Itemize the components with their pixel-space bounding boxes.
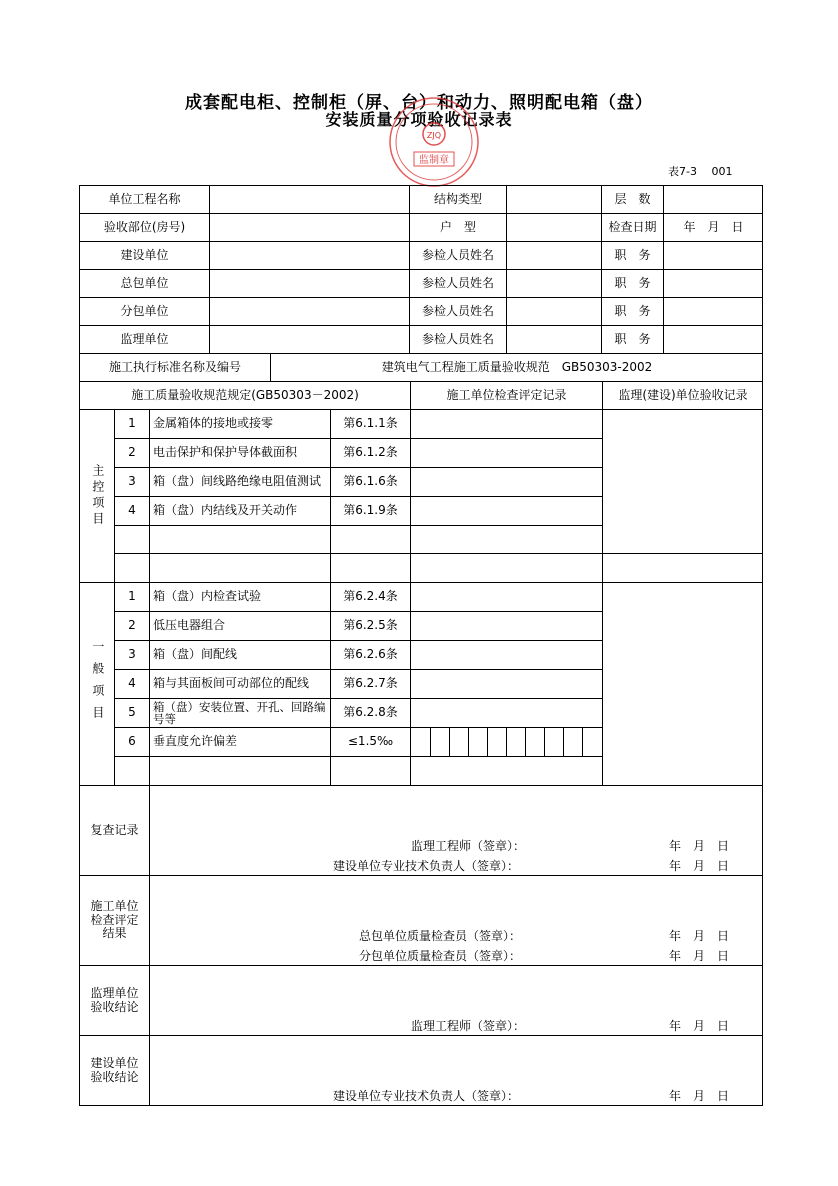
label-general-contractor: 总包单位 [79, 269, 209, 297]
field-position[interactable] [663, 241, 763, 269]
main-item-check[interactable] [410, 409, 602, 438]
header-spec: 施工质量验收规范规定(GB50303－2002) [79, 381, 410, 409]
general-item-clause-empty[interactable] [330, 756, 410, 785]
main-item-clause: 第6.1.6条 [330, 467, 410, 496]
review-label [79, 785, 149, 875]
general-item-no: 5 [114, 698, 149, 727]
sig-supervising-engineer: 监理工程师（签章）： [411, 1019, 526, 1033]
measure-cell[interactable] [410, 727, 430, 756]
main-item-clause: 第6.1.2条 [330, 438, 410, 467]
general-item-name: 垂直度允许偏差 [149, 727, 330, 756]
form-title: 成套配电柜、控制柜（屏、台）和动力、照明配电箱（盘） [185, 93, 653, 113]
header-contractor-check: 施工单位检查评定记录 [410, 381, 602, 409]
sig-date: 年 月 日 [669, 839, 730, 853]
measure-cell[interactable] [563, 727, 582, 756]
main-item-no-empty [114, 553, 149, 582]
main-item-no-empty [114, 525, 149, 553]
field-position[interactable] [663, 297, 763, 325]
label-position: 职 务 [601, 325, 663, 353]
label-position: 职 务 [601, 297, 663, 325]
owner-conclusion-label [79, 1035, 149, 1106]
main-item-name: 电击保护和保护导体截面积 [149, 438, 330, 467]
measure-cell[interactable] [544, 727, 563, 756]
main-item-name: 箱（盘）间线路绝缘电阻值测试 [149, 467, 330, 496]
label-house-type: 户 型 [409, 213, 506, 241]
field-inspector[interactable] [506, 325, 601, 353]
main-item-no: 1 [114, 409, 149, 438]
contractor-result-label-text: 施工单位检查评定结果 [90, 898, 139, 941]
svg-text:监制章: 监制章 [419, 155, 449, 166]
label-supervision-unit: 监理单位 [79, 325, 209, 353]
field-construction-unit[interactable] [209, 241, 409, 269]
general-item-no: 3 [114, 640, 149, 669]
main-items-label [79, 409, 114, 582]
general-item-check-empty[interactable] [410, 756, 602, 785]
main-item-name-empty[interactable] [149, 525, 330, 553]
main-items-supervisor-record[interactable] [602, 409, 763, 553]
field-inspector[interactable] [506, 297, 601, 325]
measure-cell[interactable] [449, 727, 468, 756]
field-structure-type[interactable] [506, 185, 601, 213]
main-item-check[interactable] [410, 496, 602, 525]
main-item-clause: 第6.1.9条 [330, 496, 410, 525]
general-item-clause: ≤1.5‰ [330, 727, 410, 756]
sig-date: 年 月 日 [669, 929, 730, 943]
field-general-contractor[interactable] [209, 269, 409, 297]
label-position: 职 务 [601, 241, 663, 269]
general-item-check[interactable] [410, 698, 602, 727]
label-inspector: 参检人员姓名 [409, 325, 506, 353]
measure-cell[interactable] [487, 727, 506, 756]
sig-owner-tech-lead: 建设单位专业技术负责人（签章）： [333, 1089, 520, 1103]
label-floors: 层 数 [601, 185, 663, 213]
main-item-clause-empty[interactable] [330, 553, 410, 582]
label-inspector: 参检人员姓名 [409, 241, 506, 269]
sig-sub-quality-inspector: 分包单位质量检查员（签章）： [359, 949, 522, 963]
label-sub-contractor: 分包单位 [79, 297, 209, 325]
sig-date: 年 月 日 [669, 949, 730, 963]
main-item-no: 3 [114, 467, 149, 496]
supervisor-conclusion-label [79, 965, 149, 1035]
general-item-name: 箱（盘）内检查试验 [149, 582, 330, 611]
general-item-no: 6 [114, 727, 149, 756]
form-subtitle: 安装质量分项验收记录表 [325, 110, 513, 129]
field-floors[interactable] [663, 185, 763, 213]
general-item-name-empty[interactable] [149, 756, 330, 785]
supervisor-conclusion-label-text: 监理单位验收结论 [90, 985, 139, 1014]
sig-date: 年 月 日 [669, 1019, 730, 1033]
main-item-check-empty[interactable] [410, 553, 602, 582]
general-item-no: 4 [114, 669, 149, 698]
main-item-no: 2 [114, 438, 149, 467]
label-inspector: 参检人员姓名 [409, 297, 506, 325]
field-sub-contractor[interactable] [209, 297, 409, 325]
field-position[interactable] [663, 269, 763, 297]
label-check-date: 检查日期 [601, 213, 663, 241]
general-item-no: 2 [114, 611, 149, 640]
sig-supervising-engineer: 监理工程师（签章）： [411, 839, 526, 853]
main-item-check[interactable] [410, 438, 602, 467]
sig-date: 年 月 日 [669, 859, 730, 873]
main-item-name: 金属箱体的接地或接零 [149, 409, 330, 438]
general-item-check[interactable] [410, 669, 602, 698]
measure-cell[interactable] [468, 727, 487, 756]
main-items-label-text: 主控项目 [90, 464, 105, 528]
general-item-clause: 第6.2.7条 [330, 669, 410, 698]
sig-gc-quality-inspector: 总包单位质量检查员（签章）： [359, 929, 522, 943]
svg-text:ZJQ: ZJQ [426, 131, 442, 140]
measure-cell[interactable] [506, 727, 525, 756]
label-inspector: 参检人员姓名 [409, 269, 506, 297]
field-unit-project[interactable] [209, 185, 409, 213]
label-construction-unit: 建设单位 [79, 241, 209, 269]
general-item-no-empty [114, 756, 149, 785]
main-item-check[interactable] [410, 467, 602, 496]
field-supervision-unit[interactable] [209, 325, 409, 353]
main-item-no: 4 [114, 496, 149, 525]
main-item-clause-empty[interactable] [330, 525, 410, 553]
owner-conclusion-label-text: 建设单位验收结论 [90, 1056, 139, 1084]
label-accept-part: 验收部位(房号) [79, 213, 209, 241]
general-item-clause: 第6.2.5条 [330, 611, 410, 640]
measure-cell[interactable] [430, 727, 449, 756]
general-item-name: 低压电器组合 [149, 611, 330, 640]
general-items-label [79, 582, 114, 785]
sig-date: 年 月 日 [669, 1089, 730, 1103]
contractor-result-label [79, 875, 149, 965]
main-items-supervisor-record-extra[interactable] [602, 553, 763, 582]
field-accept-part[interactable] [209, 213, 409, 241]
form-code: 表7-3 001 [668, 165, 733, 178]
main-item-clause: 第6.1.1条 [330, 409, 410, 438]
general-item-name: 箱（盘）间配线 [149, 640, 330, 669]
field-house-type[interactable] [506, 213, 601, 241]
field-position[interactable] [663, 325, 763, 353]
main-item-check-empty[interactable] [410, 525, 602, 553]
general-item-check[interactable] [410, 582, 602, 611]
field-inspector[interactable] [506, 269, 601, 297]
general-item-name: 箱（盘）安装位置、开孔、回路编号等 [149, 698, 330, 727]
label-position: 职 务 [601, 269, 663, 297]
main-item-name-empty[interactable] [149, 553, 330, 582]
label-unit-project: 单位工程名称 [79, 185, 209, 213]
general-item-clause: 第6.2.6条 [330, 640, 410, 669]
label-structure-type: 结构类型 [409, 185, 506, 213]
measure-cell[interactable] [525, 727, 544, 756]
measure-cell[interactable] [582, 727, 602, 756]
general-item-clause: 第6.2.8条 [330, 698, 410, 727]
field-check-date[interactable]: 年 月 日 [663, 213, 763, 241]
general-items-supervisor-record[interactable] [602, 582, 763, 785]
main-item-name: 箱（盘）内结线及开关动作 [149, 496, 330, 525]
review-label-text: 复查记录 [90, 822, 139, 837]
label-standard: 施工执行标准名称及编号 [79, 353, 270, 381]
header-supervisor-check: 监理(建设)单位验收记录 [602, 381, 763, 409]
general-items-label-text: 一般项目 [90, 640, 105, 728]
sig-owner-tech-lead: 建设单位专业技术负责人（签章）： [333, 859, 520, 873]
general-item-check[interactable] [410, 640, 602, 669]
field-inspector[interactable] [506, 241, 601, 269]
general-item-check[interactable] [410, 611, 602, 640]
general-item-no: 1 [114, 582, 149, 611]
general-item-clause: 第6.2.4条 [330, 582, 410, 611]
standard-value: 建筑电气工程施工质量验收规范 GB50303-2002 [270, 353, 763, 381]
general-item-name: 箱与其面板间可动部位的配线 [149, 669, 330, 698]
